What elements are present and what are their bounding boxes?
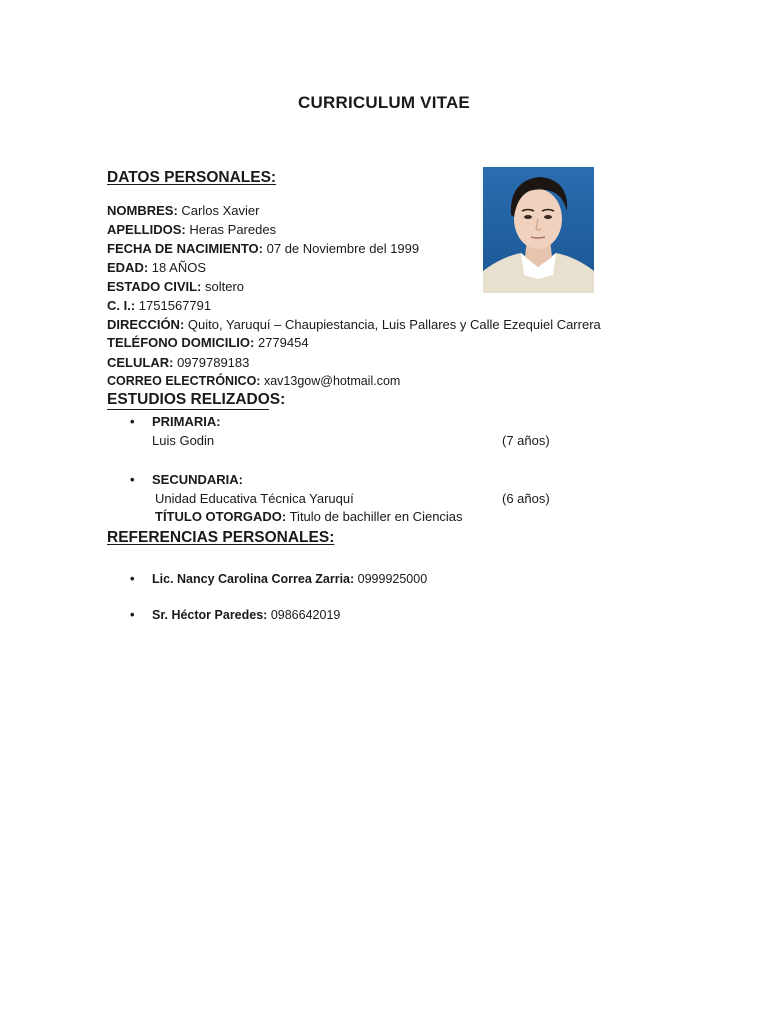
field-label: APELLIDOS: [107, 222, 186, 237]
field-label: CORREO ELECTRÓNICO: [107, 374, 261, 388]
reference-item [152, 571, 427, 587]
bullet-icon: • [130, 607, 135, 622]
field-label: ESTADO CIVIL: [107, 279, 202, 294]
field-label: C. I.: [107, 298, 136, 313]
primary-school: Luis Godin [152, 433, 215, 448]
field-label: TELÉFONO DOMICILIO: [107, 335, 255, 350]
portrait-image [483, 167, 594, 293]
field-value: 2779454 [257, 335, 309, 350]
field-apellidos [107, 222, 276, 238]
field-fecha-nacimiento [107, 241, 419, 257]
bullet-icon: • [130, 414, 135, 429]
reference-phone: 0999925000 [357, 572, 428, 586]
field-value: 18 AÑOS [151, 260, 206, 275]
studies-heading-underline [107, 409, 269, 410]
secondary-school: Unidad Educativa Técnica Yaruquí [155, 491, 354, 506]
references-heading: REFERENCIAS PERSONALES: [107, 529, 335, 546]
field-label: DIRECCIÓN: [107, 317, 185, 332]
field-celular [107, 355, 249, 371]
field-value: Carlos Xavier [181, 203, 260, 218]
reference-name: Sr. Héctor Paredes: [152, 608, 268, 622]
field-direccion [107, 317, 601, 333]
field-correo [107, 373, 400, 389]
studies-heading: ESTUDIOS RELIZADOS: [107, 391, 286, 408]
field-value: Heras Paredes [189, 222, 277, 237]
personal-data-heading: DATOS PERSONALES: [107, 169, 277, 186]
reference-name: Lic. Nancy Carolina Correa Zarria: [152, 572, 355, 586]
field-nombres [107, 203, 259, 219]
field-value: 07 de Noviembre del 1999 [266, 241, 420, 256]
primary-years: (7 años) [502, 433, 550, 448]
field-estado-civil [107, 279, 244, 295]
field-label: EDAD: [107, 260, 149, 275]
profile-photo [483, 167, 594, 293]
field-value: xav13gow@hotmail.com [263, 374, 401, 388]
primary-label: PRIMARIA: [152, 414, 221, 429]
field-label: CELULAR: [107, 355, 174, 370]
title-label: TÍTULO OTORGADO: [155, 509, 287, 524]
bullet-icon: • [130, 472, 135, 487]
field-telefono [107, 335, 309, 351]
field-ci [107, 298, 211, 314]
field-value: 1751567791 [138, 298, 212, 313]
document-title: CURRICULUM VITAE [298, 93, 470, 112]
field-label: FECHA DE NACIMIENTO: [107, 241, 263, 256]
field-edad [107, 260, 206, 276]
title-value: Titulo de bachiller en Ciencias [289, 509, 463, 524]
secondary-years: (6 años) [502, 491, 550, 506]
reference-phone: 0986642019 [270, 608, 341, 622]
field-value: Quito, Yaruquí – Chaupiestancia, Luis Pallares y Calle Ezequiel Carrera [187, 317, 601, 332]
bullet-icon: • [130, 571, 135, 586]
reference-item [152, 607, 340, 623]
field-label: NOMBRES: [107, 203, 178, 218]
secondary-title [155, 509, 463, 525]
field-value: soltero [205, 279, 245, 294]
field-value: 0979789183 [177, 355, 250, 370]
secondary-label: SECUNDARIA: [152, 472, 243, 487]
